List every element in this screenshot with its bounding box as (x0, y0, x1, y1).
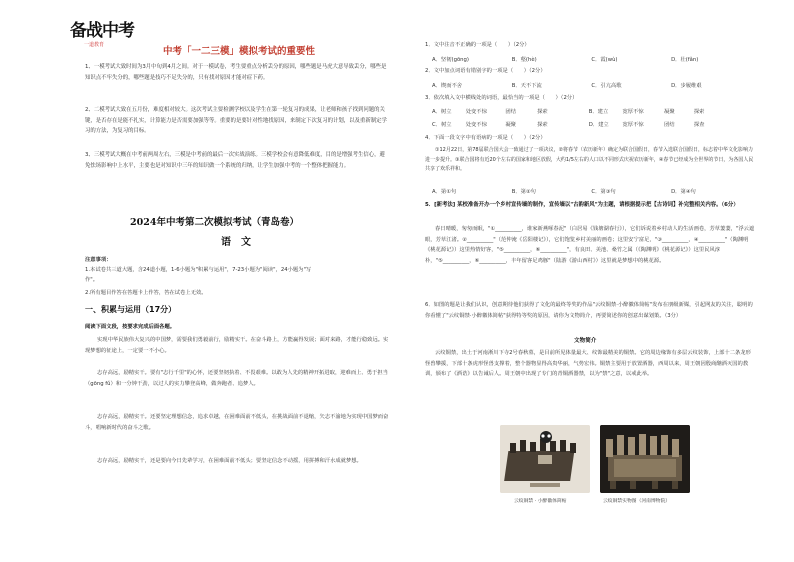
note-1: 1.本试卷共三道大题，含24道小题，1-6小题为"积累与运用"，7-23小题为"阅读"，24小题为"写 (85, 267, 312, 273)
question-1: 1．文中注音不正确的一项是（ ）（2分） (425, 42, 530, 48)
q1-option-d: D．壮(fǎn) (671, 57, 699, 63)
logo-subtext: 一道教育 (84, 42, 105, 48)
q3-c-3: 凝聚 (505, 122, 516, 128)
q4-options (432, 187, 749, 195)
artifact-museum-graphic (600, 425, 690, 493)
q2-option-c: C．引亢高歌 (591, 83, 622, 89)
q3-a-3: 团结 (505, 109, 516, 115)
notes-title: 注意事项： (85, 257, 112, 263)
note-2: 2.所有题目作答在答题卡上作答，答在试卷上无效。 (85, 290, 207, 296)
question-5: 5．[新考法] 某校准备开办一个乡村宣传墙的制作，宣传墙以"古韵新风"为主题，请根据提示把【古诗词】补完整相关内容。（6分） (425, 202, 739, 208)
q3-a-4: 探索 (537, 109, 548, 115)
q1-option-c: C．霞(wù) (591, 57, 618, 63)
q3-d-2: 宽厚不惊 (622, 122, 644, 128)
question-4: 4．下面一段文字中有语病的一项是（ ）（2分） (425, 135, 546, 141)
q2-option-d: D．步履维艰 (671, 83, 702, 89)
artifact-poster-graphic (500, 425, 590, 493)
passage-paragraph-4: 志存高远，励精实干，还是要向今日先辈学习，在困难面前不低头；要坚定信念不动摇，用拼搏和汗水成就梦想。 (97, 458, 362, 464)
q3-c-1: C．树立 (432, 122, 452, 128)
q3-b-3: 凝聚 (664, 109, 675, 115)
q1-option-a: A．坚韧(gōng) (432, 57, 469, 63)
q3-d-1: D．建立 (588, 122, 609, 128)
intro-paragraph-1: 1、一模考试大致时间为3月中旬到4月之间。对于一模试卷，考生要重点分析丢分的原因，哪些题是马虎大意导致丢分，哪些是知识点不牢失分的，哪些题是技巧不足失分的，只有找对原因才能对症下药。 (85, 64, 387, 81)
q2-options (432, 81, 749, 89)
q3-d-3: 团结 (664, 122, 675, 128)
question-6: 6．如图的题是让我们认识，创意期待他们获得了文化的最终等奖的作品"云纹铜禁·小醉徽体简帖"发布在朋级新媒，引起网友的关注，聪明的你看懂了"云纹铜禁·小醉徽体简帖"获得特等奖的原因，请你为文物简介，再要简述你的创意出谋划策。（3分） (425, 302, 753, 319)
q4-option-c: C．第③句 (591, 189, 616, 195)
artifact-museum-image (600, 425, 690, 493)
question-2: 2．文中加点词语有错别字的一项是（ ）（2分） (425, 68, 546, 74)
reading-intro: 阅读下面文段，按要求完成后面各题。 (85, 324, 176, 330)
q3-a-1: A．树立 (432, 109, 452, 115)
q3-b-2: 宽厚不惊 (622, 109, 644, 115)
note-1b: 作"。 (85, 277, 99, 283)
q3-b-1: B．建立 (588, 109, 609, 115)
q1-option-b: B．壑(hè) (511, 57, 537, 63)
q3-c-2: 处变不惊 (465, 122, 487, 128)
passage-paragraph-1: 实现中华民族伟大复兴的中国梦，需要我们勇毅前行，励精实干。在奋斗路上，方能赢得发展；面对来路，才能行稳致远。实现梦想的征途上，一定要一不小心。 (85, 337, 389, 354)
q5-text: 春日晴暖，匆匆而眠，"①__________，谁家新燕啄春泥"（白居易《钱塘湖春行》），它们诉说着乡村动人的生活画卷，芳草萋萋，"浮云遮眼，芳草江渚。②__________"（范仲淹《岳阳楼记》），它们饱览乡村美丽的画卷；这里安宁富足，"③__________，④__________"（陶渊明《桃花源记》）这里热情好客，"⑤__________，⑥__________"，有良田、美池、桑竹之属（《陶渊明》《桃花源记》）这里民风淳朴，"⑤__________，⑥__________，丰年留客足鸡豚"（陆游《游山西村》）这里就是梦想中的桃花源。 (425, 226, 755, 264)
passage-paragraph-2: 志存高远，励精实干。要有"志行千里"的心怀，还要坚韧执着、不畏艰难。以敢为人先的精神开拓进取，迎难而上、勇于担当（gōng fǔ）和一分钟干劲，以过人的实力攀登高峰，做奔跑者、追梦人。 (85, 370, 388, 387)
q3-c-4: 探索 (537, 122, 548, 128)
q2-option-a: A．锲而不舍 (432, 83, 463, 89)
intro-paragraph-2: 2、二模考试大致在五月份，难度相对较大。这次考试主要检测学校以及学生在第一轮复习的成果，让老师和孩子找到问题的关键，是否存在是能不扎实，计算能力是否需要加强等等。重要的是要针对性地找原因，来制定下次复习的计划，以及重新制定学习的方法，为复习的目标。 (85, 107, 387, 134)
subject-title: 语 文 (221, 237, 251, 248)
q3-b-4: 探索 (693, 109, 705, 115)
q3-a-2: 处变不惊 (465, 109, 487, 115)
logo (70, 16, 140, 50)
artifact-title: 文物简介 (574, 338, 597, 344)
intro-paragraph-3: 3、三模考试大概在中考前两周左右，三模是中考前的最后一次实战演练。三模学校会有意降低难度，目的是增强考生信心，避免怯场影响中上水平，主要也是对知识中三年的知识做一个系统的归纳，让学生加强中考的一个整体把握能力。 (85, 152, 385, 169)
q4-option-d: D．第④句 (671, 189, 696, 195)
caption-museum: 云纹铜禁实物图（河南博物院） (603, 499, 671, 504)
q4-text: ①12月22日，第78届联合国大会一致通过了一项决议，②将春节（农历新年）确定为联合国假日，春节入选联合国假日，标志着中华文化影响力进一步提升。③联合国将有近20个左右的国家和地区放假，大约1/5左右的人口以不同形式庆祝农历新年，④春节已经成为全世界的节日，为各国人民共享了欢乐祥和。 (425, 147, 754, 172)
q2-option-b: B．天不下流 (511, 83, 542, 89)
q4-option-a: A．第①句 (432, 189, 457, 195)
logo-text: 备战中考 (70, 21, 134, 41)
headline: 中考「一二三模」模拟考试的重要性 (163, 46, 316, 57)
q1-options (432, 55, 749, 63)
exam-title: 2024年中考第二次模拟考试（青岛卷） (130, 217, 299, 228)
q4-option-b: B．第②句 (511, 189, 536, 195)
artifact-text: 云纹铜禁，出土于河南淅川下寺2号春秋墓，是目前所见体量最大、纹饰最精美的铜禁。它的周边缘饰有多层云纹装饰，上部十二条龙形怪兽攀援，下部十条虎形怪兽支撑着，整个器物显得高贵华丽，气势宏伟。铜禁主要用于放置酒器，西周以来，周王朝因殷商酗酒灭国的教训，颁布了《酒诰》以告诫后人。周王朝中出现了专门的青铜酒器禁，以为"禁"之意，以戒此举。 (425, 350, 751, 377)
q3-row-2 (432, 120, 722, 128)
question-3: 3．依次填入文中横线处的词语，最恰当的一项是（ ）（2分） (425, 95, 578, 101)
q3-d-4: 探查 (693, 122, 705, 128)
artifact-poster-image (500, 425, 590, 493)
section-1-title: 一、积累与运用（17分） (85, 305, 177, 314)
passage-paragraph-3: 志存高远，励精实干。还要坚定理想信念，追求卓越，在困难面前不低头，在挑战面前不退缩，矢志不渝地为实现中国梦而奋斗，唱响新时代的奋斗之歌。 (85, 414, 389, 431)
caption-poster: 云纹铜禁 · 小醉徽体简帖 (514, 499, 567, 504)
q3-row-1 (432, 107, 722, 115)
